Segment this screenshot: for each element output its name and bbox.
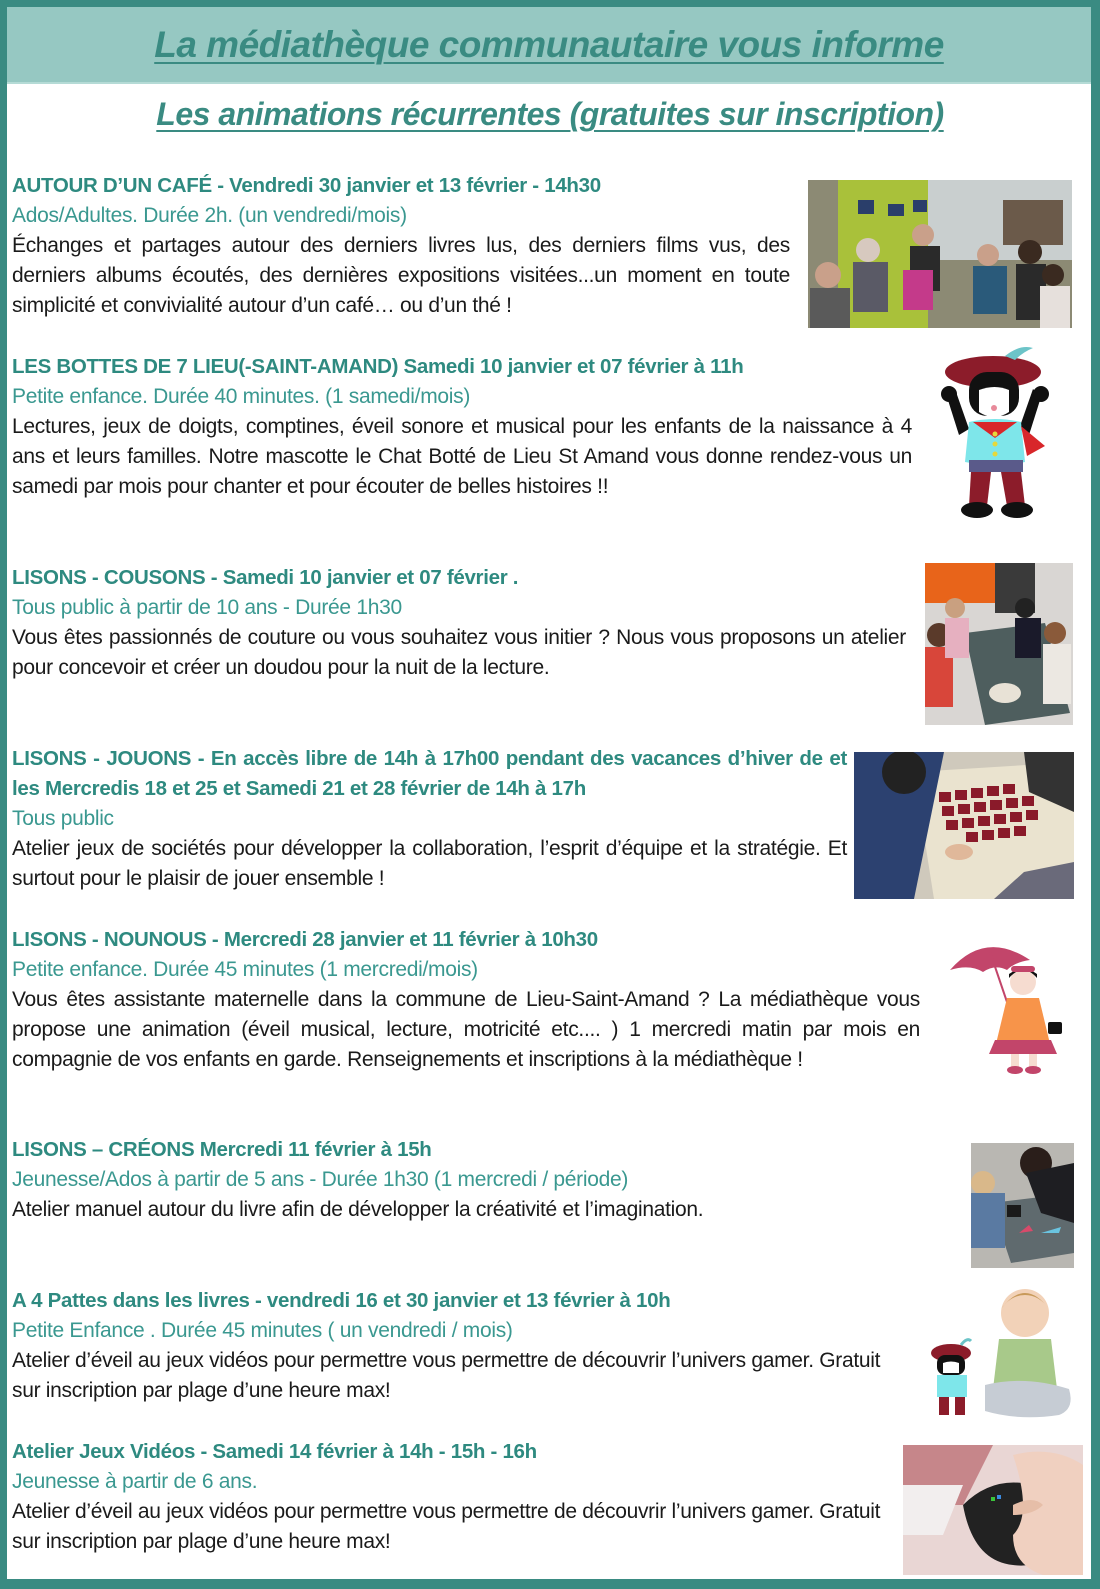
event-audience: Jeunesse à partir de 6 ans. (12, 1470, 258, 1493)
page-title: La médiathèque communautaire vous informe (154, 23, 944, 65)
group-discussion-photo (808, 180, 1072, 328)
nanny-umbrella-illustration (945, 940, 1075, 1090)
game-controller-photo (903, 1445, 1083, 1575)
event-les-bottes-de-7-lieu (12, 352, 912, 503)
event-title: LISONS - COUSONS - Samedi 10 janvier et 07 février . (12, 566, 519, 589)
event-description: Échanges et partages autour des derniers livres lus, des derniers films vus, des derniers albums écoutés, des dernières expositions visitées...un moment en toute simplicité et convivialité autour d’un café… ou d’un thé ! (12, 234, 790, 318)
event-title: A 4 Pattes dans les livres - vendredi 16 et 30 janvier et 13 février à 10h (12, 1289, 671, 1312)
board-game-photo (854, 752, 1074, 899)
event-audience: Petite enfance. Durée 45 minutes (1 mercredi/mois) (12, 958, 478, 981)
event-description: Atelier jeux de sociétés pour développer la collaboration, l’esprit d’équipe et la stratégie. Et surtout pour le plaisir de jouer ensemble ! (12, 837, 847, 891)
event-description: Vous êtes passionnés de couture ou vous souhaitez vous initier ? Nous vous proposons un atelier pour concevoir et créer un doudou pour la nuit de la lecture. (12, 626, 906, 680)
event-title: AUTOUR D’UN CAFÉ - Vendredi 30 janvier et 13 février - 14h30 (12, 174, 601, 197)
event-autour-dun-cafe (12, 171, 790, 322)
toddler-with-cat-plush-illustration (925, 1275, 1075, 1425)
event-description: Atelier d’éveil au jeux vidéos pour permettre vous permettre de découvrir l’univers gamer. Gratuit sur inscription par plage d’une heure max! (12, 1349, 881, 1403)
event-audience: Jeunesse/Ados à partir de 5 ans - Durée 1h30 (1 mercredi / période) (12, 1168, 629, 1191)
event-description: Atelier manuel autour du livre afin de développer la créativité et l’imagination. (12, 1198, 704, 1221)
event-lisons-nounous (12, 925, 920, 1076)
craft-workshop-photo (971, 1143, 1074, 1268)
event-description: Vous êtes assistante maternelle dans la commune de Lieu-Saint-Amand ? La médiathèque vous propose une animation (éveil musical, lecture, motricité etc.... ) 1 mercredi matin par mois en compagnie de vos enfants en garde. Renseignements et inscriptions à la médiathèque ! (12, 988, 920, 1072)
event-audience: Tous public (12, 807, 114, 830)
event-a-4-pattes-dans-les-livres (12, 1286, 892, 1406)
event-lisons-creons (12, 1135, 942, 1225)
event-lisons-jouons (12, 744, 847, 894)
puss-in-boots-mascot-illustration (935, 342, 1055, 522)
event-lisons-cousons (12, 563, 906, 683)
event-title: LES BOTTES DE 7 LIEU(-SAINT-AMAND) Samedi 10 janvier et 07 février à 11h (12, 355, 744, 378)
event-audience: Petite enfance. Durée 40 minutes. (1 samedi/mois) (12, 385, 471, 408)
section-subtitle: Les animations récurrentes (gratuites sur inscription) (156, 96, 944, 132)
event-title: LISONS - JOUONS - En accès libre de 14h à 17h00 pendant des vacances d’hiver de et les Mercredis 18 et 25 et Samedi 21 et 28 février de 14h à 17h (12, 747, 847, 800)
event-audience: Petite Enfance . Durée 45 minutes ( un vendredi / mois) (12, 1319, 513, 1342)
event-title: Atelier Jeux Vidéos - Samedi 14 février à 14h - 15h - 16h (12, 1440, 537, 1463)
event-title: LISONS - NOUNOUS - Mercredi 28 janvier et 11 février à 10h30 (12, 928, 598, 951)
event-description: Atelier d’éveil au jeux vidéos pour permettre vous permettre de découvrir l’univers gamer. Gratuit sur inscription par plage d’une heure max! (12, 1500, 881, 1554)
event-title: LISONS – CRÉONS Mercredi 11 février à 15h (12, 1138, 432, 1161)
event-audience: Ados/Adultes. Durée 2h. (un vendredi/mois) (12, 204, 407, 227)
sewing-workshop-photo (925, 563, 1073, 725)
event-atelier-jeux-videos (12, 1437, 892, 1557)
event-audience: Tous public à partir de 10 ans - Durée 1h30 (12, 596, 402, 619)
header-band (7, 7, 1091, 84)
event-description: Lectures, jeux de doigts, comptines, éveil sonore et musical pour les enfants de la naissance à 4 ans et leurs familles. Notre mascotte le Chat Botté de Lieu St Amand vous donne rendez-vous un samedi par mois pour chanter et pour écouter de belles histoires !! (12, 415, 912, 499)
